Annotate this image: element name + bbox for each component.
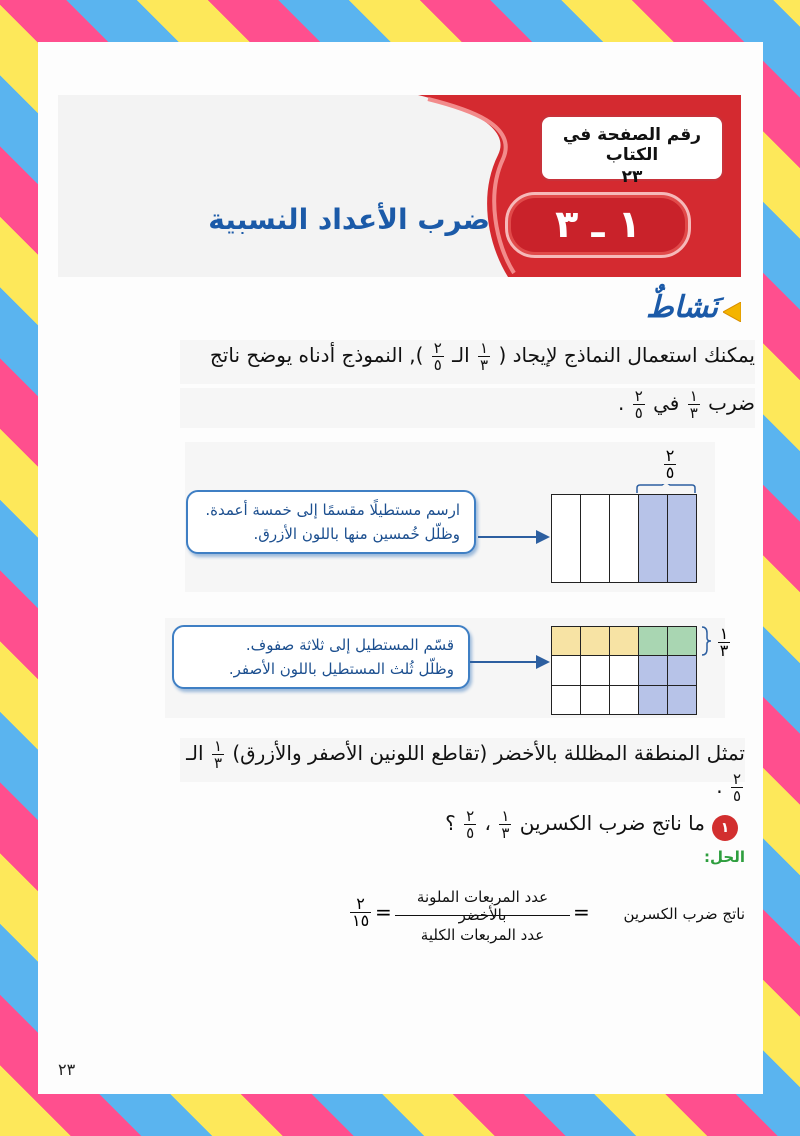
arrow-right-icon bbox=[470, 650, 550, 674]
lesson-number-badge: ١ ـ ٣ bbox=[505, 192, 691, 258]
grid-cell bbox=[580, 626, 610, 656]
model-1-grid bbox=[551, 494, 696, 582]
triangle-pointer-icon bbox=[723, 302, 741, 322]
intro-line-1 bbox=[180, 340, 755, 384]
intro2-text-c: . bbox=[617, 391, 625, 415]
page-ref-label: رقم الصفحة في الكتاب bbox=[562, 125, 702, 165]
equation-fraction-bar bbox=[395, 915, 570, 916]
step-2-line-1: قسّم المستطيل إلى ثلاثة صفوف. bbox=[245, 636, 454, 654]
grid-cell bbox=[580, 655, 610, 685]
step-2-line-2: وظلّل ثُلث المستطيل باللون الأصفر. bbox=[228, 660, 454, 678]
intro2-text-a: ضرب bbox=[708, 391, 755, 415]
question-number-badge: ١ bbox=[712, 815, 738, 841]
equation-numerator: عدد المربعات الملونة بالأخضر bbox=[416, 888, 549, 924]
grid-cell bbox=[667, 626, 697, 656]
intro-text-a: يمكنك استعمال النماذج لإيجاد ( bbox=[498, 343, 755, 367]
equals-sign-2: = bbox=[375, 900, 392, 924]
activity-title: نَشاطٌ bbox=[646, 290, 718, 325]
intro2-text-b: في bbox=[653, 391, 680, 415]
fraction-one-third: $\frac{١}{٣}$ bbox=[501, 807, 510, 842]
step-1-callout bbox=[186, 490, 476, 554]
fraction-two-fifths: $\frac{٢}{٥}$ bbox=[732, 770, 741, 805]
grid-cell bbox=[580, 685, 610, 715]
question-text-a: ما ناتج ضرب الكسرين bbox=[519, 811, 705, 835]
question-text-b: ، bbox=[484, 811, 491, 835]
solution-label: الحل: bbox=[704, 848, 745, 866]
grid-cell bbox=[638, 685, 668, 715]
grid-cell bbox=[667, 655, 697, 685]
fraction-two-fifths: $\frac{٢}{٥}$ bbox=[634, 387, 643, 422]
bracket-icon bbox=[636, 484, 696, 494]
model-2-fraction-label: $\frac{١}{٣}$ bbox=[719, 624, 729, 660]
page-ref-number: ٢٣ bbox=[621, 167, 643, 187]
lesson-title: ضرب الأعداد النسبية bbox=[208, 203, 490, 236]
summary-line bbox=[180, 737, 745, 805]
intro-text-b: الـ bbox=[452, 343, 470, 367]
grid-cell bbox=[580, 494, 610, 583]
grid-cell bbox=[638, 626, 668, 656]
grid-cell bbox=[609, 494, 639, 583]
question-text bbox=[400, 808, 705, 848]
equation-denominator: عدد المربعات الكلية bbox=[420, 926, 545, 944]
curly-brace-icon bbox=[700, 626, 712, 656]
grid-cell bbox=[638, 655, 668, 685]
result-fraction: $\frac{٢}{١٥}$ bbox=[352, 894, 370, 930]
grid-cell bbox=[667, 685, 697, 715]
grid-cell bbox=[609, 626, 639, 656]
equals-sign: = bbox=[573, 900, 590, 924]
grid-cell bbox=[551, 655, 581, 685]
page-number: ٢٣ bbox=[58, 1060, 76, 1079]
intro-line-2 bbox=[180, 388, 755, 428]
arrow-right-icon bbox=[478, 525, 550, 549]
step-1-line-1: ارسم مستطيلًا مقسمًا إلى خمسة أعمدة. bbox=[205, 501, 460, 519]
step-1-line-2: وظلّل خُمسين منها باللون الأزرق. bbox=[253, 525, 460, 543]
fraction-one-third: $\frac{١}{٣}$ bbox=[480, 339, 489, 374]
grid-cell bbox=[551, 494, 581, 583]
summary-text-a: تمثل المنطقة المظللة بالأخضر (تقاطع اللونين الأصفر والأزرق) bbox=[232, 741, 745, 765]
question-text-c: ؟ bbox=[445, 811, 456, 835]
model-1-fraction-label: $\frac{٢}{٥}$ bbox=[665, 446, 675, 482]
step-2-callout bbox=[172, 625, 470, 689]
summary-text-b: الـ bbox=[186, 741, 204, 765]
equation-left-text: ناتج ضرب الكسرين bbox=[623, 905, 745, 923]
grid-cell bbox=[609, 685, 639, 715]
book-page-reference bbox=[540, 115, 724, 187]
fraction-two-fifths: $\frac{٢}{٥}$ bbox=[433, 339, 442, 374]
fraction-two-fifths: $\frac{٢}{٥}$ bbox=[466, 807, 475, 842]
grid-cell bbox=[609, 655, 639, 685]
grid-cell bbox=[551, 626, 581, 656]
grid-cell bbox=[638, 494, 668, 583]
grid-cell bbox=[667, 494, 697, 583]
intro-text-c: ), النموذج أدناه يوضح ناتج bbox=[209, 343, 424, 367]
grid-cell bbox=[551, 685, 581, 715]
model-2-grid bbox=[551, 626, 696, 714]
summary-text-c: . bbox=[716, 774, 723, 798]
fraction-one-third: $\frac{١}{٣}$ bbox=[213, 737, 222, 772]
fraction-one-third: $\frac{١}{٣}$ bbox=[689, 387, 698, 422]
